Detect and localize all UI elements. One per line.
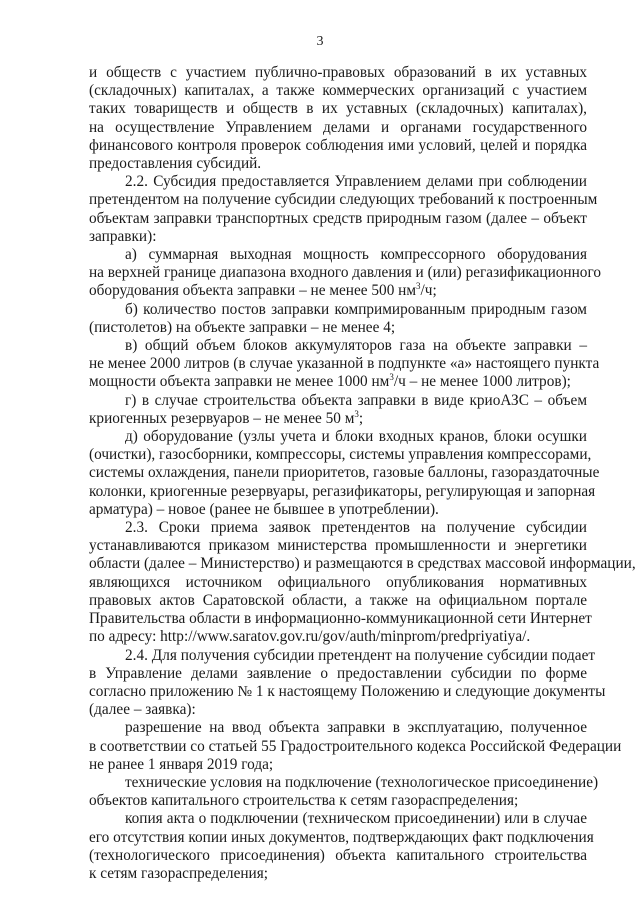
text-line: согласно приложению № 1 к настоящему Положению и следующие документы <box>89 682 606 700</box>
text-line: являющихся источником официального опубликования нормативных <box>89 573 587 591</box>
text-line: 2.2. Субсидия предоставляется Управлением делами при соблюдении <box>125 173 587 191</box>
text-line: (технологического присоединения) объекта капитального строительства <box>89 846 587 864</box>
text-line: (далее – заявка): <box>89 701 196 719</box>
text-line: б) количество постов заправки компримированным природным газом <box>125 300 587 318</box>
text-line: колонки, криогенные резервуары, регазификаторы, регулирующая и запорная <box>89 482 596 500</box>
text-line: в) общий объем блоков аккумуляторов газа на объекте заправки – <box>125 337 587 355</box>
text-line: на осуществление Управлением делами и органами государственного <box>89 118 587 136</box>
text-segment: мощности объекта заправки не менее 1000 нм <box>89 373 390 391</box>
text-line: в соответствии со статьей 55 Градостроительного кодекса Российской Федерации <box>89 737 622 755</box>
text-line: г) в случае строительства объекта заправки в виде криоАЗС – объем <box>125 391 587 409</box>
text-line: системы охлаждения, панели приоритетов, газовые баллоны, газораздаточные <box>89 464 600 482</box>
text-line: правовых актов Саратовской области, а также на официальном портале <box>89 591 587 609</box>
text-line: и обществ с участием публично-правовых образований в их уставных <box>89 64 587 81</box>
text-line: разрешение на ввод объекта заправки в эксплуатацию, полученное <box>125 719 587 737</box>
superscript: 3 <box>389 372 394 383</box>
text-line: не ранее 1 января 2019 года; <box>89 755 274 773</box>
text-line <box>89 373 587 391</box>
text-line: (очистки), газосборники, компрессоры, системы управления компрессорами, <box>89 446 592 464</box>
text-segment: /ч – не менее 1000 литров); <box>393 373 571 391</box>
text-line: д) оборудование (узлы учета и блоки входных кранов, блоки осушки <box>125 428 587 446</box>
text-line: предоставления субсидий. <box>89 155 262 173</box>
text-line: области (далее – Министерство) и размещаются в средствах массовой информации, <box>89 555 636 573</box>
text-line: объектов капитального строительства к сетям газораспределения; <box>89 792 519 810</box>
text-segment: криогенных резервуаров – не менее 50 м <box>89 409 355 427</box>
text-line: финансового контроля проверок соблюдения ими условий, целей и порядка <box>89 136 587 154</box>
superscript: 3 <box>354 408 359 419</box>
text-line: заправки): <box>89 227 157 245</box>
text-line: претендентом на получение субсидии следующих требований к построенным <box>89 191 598 209</box>
text-line: по адресу: http://www.saratov.gov.ru/gov/auth/minprom/predpriyatiya/. <box>89 628 531 646</box>
superscript: 3 <box>416 281 421 292</box>
text-segment: /ч; <box>420 282 437 300</box>
text-line: не менее 2000 литров (в случае указанной в подпункте «а» настоящего пункта <box>89 355 600 373</box>
text-line: (складочных) капиталах, а также коммерческих организаций с участием <box>89 82 587 100</box>
text-line <box>89 282 587 300</box>
text-line: объектам заправки транспортных средств природным газом (далее – объект <box>89 209 587 227</box>
text-line: к сетям газораспределения; <box>89 864 269 882</box>
text-line: копия акта о подключении (техническом присоединении) или в случае <box>125 810 587 828</box>
text-line: устанавливаются приказом министерства промышленности и энергетики <box>89 537 587 555</box>
text-segment: оборудования объекта заправки – не менее 500 нм <box>89 282 417 300</box>
text-segment: ; <box>358 409 364 427</box>
text-line: Правительства области в информационно-коммуникационной сети Интернет <box>89 610 592 628</box>
text-line: в Управление делами заявление о предоставлении субсидии по форме <box>89 664 587 682</box>
text-line: (пистолетов) на объекте заправки – не менее 4; <box>89 318 396 336</box>
text-line: 2.3. Сроки приема заявок претендентов на получение субсидии <box>125 519 587 537</box>
text-line: таких товариществ и обществ в их уставных (складочных) капиталах), <box>89 100 587 118</box>
text-line: арматура) – новое (ранее не бывшее в употреблении). <box>89 500 439 518</box>
page-number: 3 <box>316 34 324 49</box>
text-line: его отсутствия копии иных документов, подтверждающих факт подключения <box>89 828 594 846</box>
text-line: технические условия на подключение (технологическое присоединение) <box>125 773 599 791</box>
text-line: на верхней границе диапазона входного давления и (или) регазификационного <box>89 264 601 282</box>
text-line: а) суммарная выходная мощность компрессорного оборудования <box>125 246 587 264</box>
text-line: 2.4. Для получения субсидии претендент на получение субсидии подает <box>125 646 596 664</box>
document-body <box>89 64 636 883</box>
text-line <box>89 410 587 428</box>
